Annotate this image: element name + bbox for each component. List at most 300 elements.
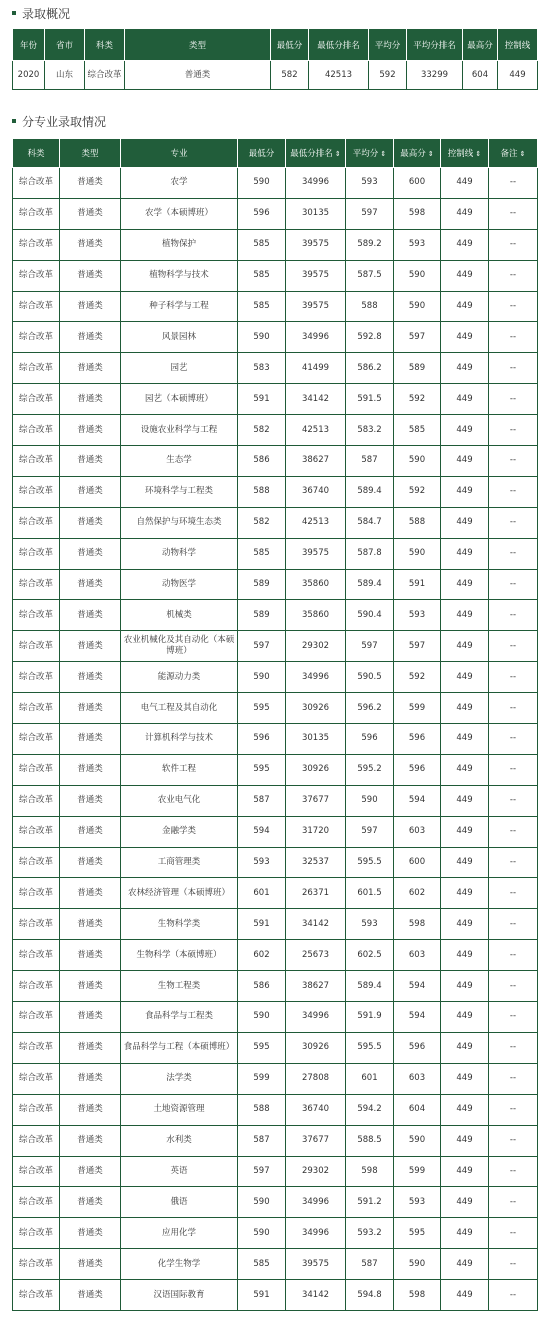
- cell-remark: --: [489, 971, 538, 1002]
- cell-remark: --: [489, 816, 538, 847]
- cell-category: 综合改革: [13, 1249, 60, 1280]
- sort-icon[interactable]: ⇕: [427, 149, 434, 158]
- cell-control-line: 449: [441, 1280, 489, 1311]
- cell-min-score: 591: [238, 1280, 286, 1311]
- table-row: [13, 415, 538, 446]
- cell-max-score: 593: [394, 1187, 441, 1218]
- summary-header-min-score: 最低分: [271, 29, 309, 61]
- cell-control-line: 449: [441, 971, 489, 1002]
- cell-avg-score: 587: [346, 1249, 394, 1280]
- cell-min-score: 595: [238, 754, 286, 785]
- cell-min-rank: 34996: [286, 1187, 346, 1218]
- detail-title-text: 分专业录取情况: [22, 114, 107, 129]
- cell-min-rank: 38627: [286, 971, 346, 1002]
- cell-min-rank: 27808: [286, 1063, 346, 1094]
- cell-control-line: 449: [441, 724, 489, 755]
- cell-major: 园艺: [121, 353, 238, 384]
- cell-max-score: 594: [394, 1002, 441, 1033]
- cell-remark: --: [489, 1156, 538, 1187]
- cell-control-line: 449: [441, 1156, 489, 1187]
- cell-avg-score: 589.4: [346, 569, 394, 600]
- cell-max-score: 596: [394, 724, 441, 755]
- cell-min-rank: 34996: [286, 1002, 346, 1033]
- cell-max-score: 596: [394, 1032, 441, 1063]
- cell-remark: --: [489, 322, 538, 353]
- cell-min-score: 587: [238, 785, 286, 816]
- cell-remark: --: [489, 260, 538, 291]
- summary-header-max-score: 最高分: [463, 29, 498, 61]
- cell-remark: --: [489, 1032, 538, 1063]
- cell-major: 农学: [121, 168, 238, 199]
- summary-header-min-rank: 最低分排名: [309, 29, 369, 61]
- cell-min-rank: 38627: [286, 446, 346, 477]
- cell-control-line: 449: [441, 816, 489, 847]
- cell-avg-score: 594.2: [346, 1094, 394, 1125]
- cell-type: 普通类: [60, 693, 121, 724]
- table-row: [13, 909, 538, 940]
- cell-remark: --: [489, 353, 538, 384]
- summary-cell: 综合改革: [85, 61, 125, 90]
- cell-category: 综合改革: [13, 1187, 60, 1218]
- cell-major: 英语: [121, 1156, 238, 1187]
- table-row: [13, 724, 538, 755]
- cell-max-score: 598: [394, 909, 441, 940]
- table-row: [13, 1032, 538, 1063]
- cell-category: 综合改革: [13, 1002, 60, 1033]
- cell-major: 种子科学与工程: [121, 291, 238, 322]
- cell-type: 普通类: [60, 507, 121, 538]
- cell-category: 综合改革: [13, 940, 60, 971]
- cell-category: 综合改革: [13, 1280, 60, 1311]
- cell-min-score: 597: [238, 1156, 286, 1187]
- cell-min-score: 595: [238, 693, 286, 724]
- cell-control-line: 449: [441, 1218, 489, 1249]
- cell-control-line: 449: [441, 1125, 489, 1156]
- cell-control-line: 449: [441, 1032, 489, 1063]
- cell-major: 俄语: [121, 1187, 238, 1218]
- cell-category: 综合改革: [13, 1156, 60, 1187]
- summary-header-year: 年份: [13, 29, 45, 61]
- table-row: [13, 1125, 538, 1156]
- table-row: [13, 1063, 538, 1094]
- cell-remark: --: [489, 754, 538, 785]
- cell-category: 综合改革: [13, 754, 60, 785]
- cell-min-score: 590: [238, 1218, 286, 1249]
- cell-max-score: 600: [394, 847, 441, 878]
- cell-min-rank: 42513: [286, 415, 346, 446]
- table-row: [13, 569, 538, 600]
- cell-max-score: 593: [394, 229, 441, 260]
- cell-max-score: 589: [394, 353, 441, 384]
- cell-category: 综合改革: [13, 1218, 60, 1249]
- cell-control-line: 449: [441, 415, 489, 446]
- summary-title-text: 录取概况: [22, 6, 71, 21]
- table-row: [13, 353, 538, 384]
- cell-min-score: 585: [238, 291, 286, 322]
- cell-control-line: 449: [441, 476, 489, 507]
- cell-type: 普通类: [60, 1002, 121, 1033]
- detail-header-category: 科类: [13, 139, 60, 168]
- table-row: [13, 198, 538, 229]
- cell-category: 综合改革: [13, 693, 60, 724]
- cell-category: 综合改革: [13, 1032, 60, 1063]
- cell-type: 普通类: [60, 940, 121, 971]
- cell-type: 普通类: [60, 785, 121, 816]
- cell-min-score: 590: [238, 168, 286, 199]
- cell-avg-score: 601: [346, 1063, 394, 1094]
- cell-type: 普通类: [60, 198, 121, 229]
- cell-category: 综合改革: [13, 260, 60, 291]
- detail-header-control-line-sort[interactable]: 控制线 ⇕: [441, 139, 489, 168]
- table-row: [13, 1002, 538, 1033]
- cell-type: 普通类: [60, 1218, 121, 1249]
- cell-max-score: 592: [394, 476, 441, 507]
- cell-control-line: 449: [441, 322, 489, 353]
- summary-header-avg-rank: 平均分排名: [407, 29, 463, 61]
- table-row: [13, 662, 538, 693]
- cell-major: 生物科学类: [121, 909, 238, 940]
- summary-cell: 592: [369, 61, 407, 90]
- cell-max-score: 597: [394, 631, 441, 662]
- cell-avg-score: 593: [346, 909, 394, 940]
- cell-type: 普通类: [60, 1249, 121, 1280]
- cell-avg-score: 595.5: [346, 847, 394, 878]
- cell-avg-score: 592.8: [346, 322, 394, 353]
- cell-avg-score: 588.5: [346, 1125, 394, 1156]
- cell-min-score: 602: [238, 940, 286, 971]
- summary-cell: 普通类: [125, 61, 271, 90]
- table-row: [13, 291, 538, 322]
- cell-min-score: 601: [238, 878, 286, 909]
- cell-major: 农业电气化: [121, 785, 238, 816]
- cell-min-rank: 39575: [286, 291, 346, 322]
- cell-min-rank: 29302: [286, 1156, 346, 1187]
- major-admission-table: [12, 138, 538, 1311]
- cell-type: 普通类: [60, 538, 121, 569]
- cell-remark: --: [489, 693, 538, 724]
- cell-min-score: 591: [238, 909, 286, 940]
- cell-avg-score: 594.8: [346, 1280, 394, 1311]
- cell-max-score: 592: [394, 662, 441, 693]
- cell-category: 综合改革: [13, 971, 60, 1002]
- cell-min-rank: 30926: [286, 693, 346, 724]
- cell-avg-score: 587.8: [346, 538, 394, 569]
- detail-header-major: 专业: [121, 139, 238, 168]
- cell-category: 综合改革: [13, 538, 60, 569]
- cell-major: 食品科学与工程类: [121, 1002, 238, 1033]
- cell-remark: --: [489, 847, 538, 878]
- cell-remark: --: [489, 878, 538, 909]
- cell-control-line: 449: [441, 847, 489, 878]
- cell-control-line: 449: [441, 909, 489, 940]
- cell-category: 综合改革: [13, 1094, 60, 1125]
- detail-header-max-score-sort[interactable]: 最高分 ⇕: [394, 139, 441, 168]
- cell-remark: --: [489, 1063, 538, 1094]
- cell-major: 金融学类: [121, 816, 238, 847]
- cell-control-line: 449: [441, 446, 489, 477]
- cell-max-score: 604: [394, 1094, 441, 1125]
- cell-avg-score: 597: [346, 198, 394, 229]
- cell-major: 生态学: [121, 446, 238, 477]
- cell-major: 土地资源管理: [121, 1094, 238, 1125]
- cell-max-score: 598: [394, 198, 441, 229]
- detail-header-remark-sort[interactable]: 备注 ⇕: [489, 139, 538, 168]
- cell-max-score: 593: [394, 600, 441, 631]
- cell-remark: --: [489, 229, 538, 260]
- cell-control-line: 449: [441, 878, 489, 909]
- cell-avg-score: 595.5: [346, 1032, 394, 1063]
- cell-major: 汉语国际教育: [121, 1280, 238, 1311]
- cell-avg-score: 583.2: [346, 415, 394, 446]
- cell-category: 综合改革: [13, 1125, 60, 1156]
- detail-table-body: [13, 168, 538, 1311]
- cell-type: 普通类: [60, 1094, 121, 1125]
- table-row: [13, 384, 538, 415]
- table-row: [13, 507, 538, 538]
- cell-type: 普通类: [60, 662, 121, 693]
- cell-type: 普通类: [60, 1187, 121, 1218]
- cell-avg-score: 591.9: [346, 1002, 394, 1033]
- cell-avg-score: 593: [346, 168, 394, 199]
- cell-category: 综合改革: [13, 168, 60, 199]
- summary-cell: 山东: [45, 61, 85, 90]
- cell-min-score: 585: [238, 260, 286, 291]
- cell-category: 综合改革: [13, 198, 60, 229]
- cell-control-line: 449: [441, 291, 489, 322]
- cell-remark: --: [489, 1280, 538, 1311]
- cell-min-score: 582: [238, 507, 286, 538]
- cell-control-line: 449: [441, 229, 489, 260]
- cell-control-line: 449: [441, 1063, 489, 1094]
- cell-avg-score: 596: [346, 724, 394, 755]
- cell-min-score: 585: [238, 229, 286, 260]
- cell-type: 普通类: [60, 1063, 121, 1094]
- cell-min-score: 587: [238, 1125, 286, 1156]
- cell-avg-score: 590.5: [346, 662, 394, 693]
- table-row: [13, 322, 538, 353]
- cell-min-score: 599: [238, 1063, 286, 1094]
- cell-remark: --: [489, 384, 538, 415]
- cell-remark: --: [489, 940, 538, 971]
- table-row: [13, 229, 538, 260]
- cell-max-score: 594: [394, 785, 441, 816]
- cell-min-rank: 25673: [286, 940, 346, 971]
- cell-min-score: 593: [238, 847, 286, 878]
- cell-avg-score: 591.2: [346, 1187, 394, 1218]
- cell-type: 普通类: [60, 446, 121, 477]
- summary-header-row: [13, 29, 538, 61]
- cell-type: 普通类: [60, 724, 121, 755]
- cell-avg-score: 595.2: [346, 754, 394, 785]
- cell-type: 普通类: [60, 847, 121, 878]
- cell-remark: --: [489, 415, 538, 446]
- cell-min-rank: 34996: [286, 168, 346, 199]
- cell-min-score: 590: [238, 1187, 286, 1218]
- table-row: [13, 785, 538, 816]
- cell-remark: --: [489, 168, 538, 199]
- cell-category: 综合改革: [13, 847, 60, 878]
- cell-type: 普通类: [60, 1125, 121, 1156]
- table-row: [13, 1249, 538, 1280]
- cell-category: 综合改革: [13, 384, 60, 415]
- cell-min-rank: 34996: [286, 322, 346, 353]
- table-row: [13, 260, 538, 291]
- cell-max-score: 590: [394, 1125, 441, 1156]
- cell-max-score: 598: [394, 1280, 441, 1311]
- summary-header-avg-score: 平均分: [369, 29, 407, 61]
- detail-header-row: [13, 139, 538, 168]
- cell-remark: --: [489, 724, 538, 755]
- cell-min-score: 591: [238, 384, 286, 415]
- table-row: [13, 940, 538, 971]
- table-row: [13, 971, 538, 1002]
- cell-max-score: 603: [394, 816, 441, 847]
- cell-remark: --: [489, 291, 538, 322]
- cell-max-score: 603: [394, 940, 441, 971]
- cell-major: 法学类: [121, 1063, 238, 1094]
- cell-max-score: 596: [394, 754, 441, 785]
- cell-min-rank: 32537: [286, 847, 346, 878]
- cell-remark: --: [489, 507, 538, 538]
- cell-major: 农业机械化及其自动化（本硕博班）: [121, 631, 238, 662]
- sort-icon[interactable]: ⇕: [519, 149, 526, 158]
- cell-remark: --: [489, 631, 538, 662]
- cell-major: 电气工程及其自动化: [121, 693, 238, 724]
- summary-cell: 582: [271, 61, 309, 90]
- cell-type: 普通类: [60, 384, 121, 415]
- table-row: [13, 476, 538, 507]
- cell-type: 普通类: [60, 291, 121, 322]
- cell-major: 化学生物学: [121, 1249, 238, 1280]
- cell-min-rank: 34996: [286, 662, 346, 693]
- cell-category: 综合改革: [13, 476, 60, 507]
- cell-type: 普通类: [60, 1156, 121, 1187]
- cell-control-line: 449: [441, 384, 489, 415]
- cell-type: 普通类: [60, 569, 121, 600]
- cell-control-line: 449: [441, 538, 489, 569]
- cell-max-score: 597: [394, 322, 441, 353]
- cell-max-score: 590: [394, 291, 441, 322]
- cell-min-score: 589: [238, 600, 286, 631]
- summary-cell: 449: [498, 61, 538, 90]
- cell-max-score: 588: [394, 507, 441, 538]
- cell-category: 综合改革: [13, 507, 60, 538]
- cell-major: 软件工程: [121, 754, 238, 785]
- cell-min-rank: 37677: [286, 785, 346, 816]
- table-row: [13, 878, 538, 909]
- cell-min-score: 596: [238, 724, 286, 755]
- table-row: [13, 1218, 538, 1249]
- cell-min-rank: 35860: [286, 569, 346, 600]
- detail-header-min-rank-sort[interactable]: 最低分排名 ⇕: [286, 139, 346, 168]
- cell-category: 综合改革: [13, 1063, 60, 1094]
- cell-min-rank: 39575: [286, 229, 346, 260]
- summary-header-type: 类型: [125, 29, 271, 61]
- cell-major: 农林经济管理（本硕博班）: [121, 878, 238, 909]
- cell-major: 能源动力类: [121, 662, 238, 693]
- cell-max-score: 599: [394, 693, 441, 724]
- cell-major: 食品科学与工程（本硕博班）: [121, 1032, 238, 1063]
- cell-control-line: 449: [441, 631, 489, 662]
- cell-min-rank: 34142: [286, 909, 346, 940]
- cell-min-rank: 34142: [286, 384, 346, 415]
- cell-min-score: 588: [238, 1094, 286, 1125]
- table-row: [13, 1156, 538, 1187]
- cell-control-line: 449: [441, 662, 489, 693]
- cell-min-rank: 26371: [286, 878, 346, 909]
- cell-max-score: 592: [394, 384, 441, 415]
- cell-type: 普通类: [60, 476, 121, 507]
- sort-icon[interactable]: ⇕: [380, 149, 387, 158]
- cell-min-rank: 35860: [286, 600, 346, 631]
- cell-major: 应用化学: [121, 1218, 238, 1249]
- summary-cell: 42513: [309, 61, 369, 90]
- table-row: [13, 600, 538, 631]
- cell-control-line: 449: [441, 1249, 489, 1280]
- cell-min-rank: 39575: [286, 538, 346, 569]
- cell-major: 水利类: [121, 1125, 238, 1156]
- cell-min-score: 583: [238, 353, 286, 384]
- cell-avg-score: 584.7: [346, 507, 394, 538]
- table-row: [13, 168, 538, 199]
- cell-avg-score: 587: [346, 446, 394, 477]
- cell-major: 动物科学: [121, 538, 238, 569]
- cell-category: 综合改革: [13, 631, 60, 662]
- detail-header-avg-score-sort[interactable]: 平均分 ⇕: [346, 139, 394, 168]
- cell-min-score: 590: [238, 1002, 286, 1033]
- cell-category: 综合改革: [13, 909, 60, 940]
- cell-category: 综合改革: [13, 816, 60, 847]
- cell-avg-score: 593.2: [346, 1218, 394, 1249]
- cell-avg-score: 602.5: [346, 940, 394, 971]
- cell-major: 园艺（本硕博班）: [121, 384, 238, 415]
- summary-cell: 2020: [13, 61, 45, 90]
- cell-category: 综合改革: [13, 415, 60, 446]
- cell-major: 机械类: [121, 600, 238, 631]
- cell-category: 综合改革: [13, 724, 60, 755]
- cell-min-score: 597: [238, 631, 286, 662]
- cell-control-line: 449: [441, 569, 489, 600]
- cell-min-score: 586: [238, 446, 286, 477]
- cell-type: 普通类: [60, 322, 121, 353]
- cell-avg-score: 586.2: [346, 353, 394, 384]
- table-row: [13, 816, 538, 847]
- cell-avg-score: 601.5: [346, 878, 394, 909]
- cell-remark: --: [489, 538, 538, 569]
- sort-icon[interactable]: ⇕: [475, 149, 482, 158]
- cell-min-rank: 30926: [286, 754, 346, 785]
- cell-min-score: 590: [238, 322, 286, 353]
- cell-min-rank: 42513: [286, 507, 346, 538]
- cell-remark: --: [489, 1002, 538, 1033]
- cell-remark: --: [489, 785, 538, 816]
- cell-remark: --: [489, 476, 538, 507]
- summary-table: [12, 28, 538, 90]
- cell-avg-score: 598: [346, 1156, 394, 1187]
- cell-min-score: 596: [238, 198, 286, 229]
- cell-control-line: 449: [441, 198, 489, 229]
- cell-type: 普通类: [60, 229, 121, 260]
- cell-major: 环境科学与工程类: [121, 476, 238, 507]
- sort-icon[interactable]: ⇕: [334, 149, 341, 158]
- cell-avg-score: 587.5: [346, 260, 394, 291]
- cell-max-score: 594: [394, 971, 441, 1002]
- cell-max-score: 603: [394, 1063, 441, 1094]
- table-row: [13, 693, 538, 724]
- cell-category: 综合改革: [13, 229, 60, 260]
- detail-section-title: [12, 110, 537, 132]
- cell-type: 普通类: [60, 415, 121, 446]
